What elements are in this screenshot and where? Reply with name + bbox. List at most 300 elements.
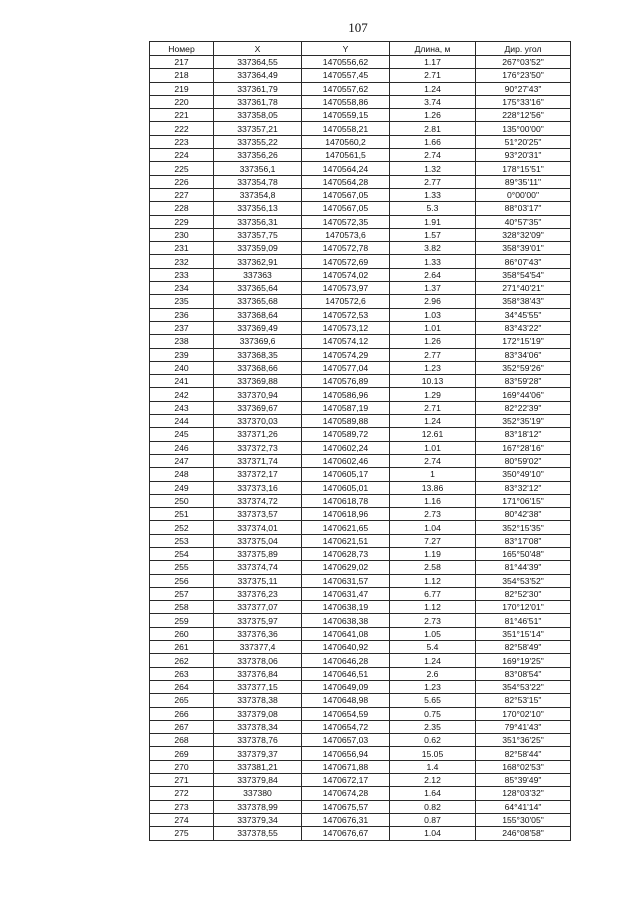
cell-x: 337368,64: [214, 308, 302, 321]
cell-number: 222: [150, 122, 214, 135]
cell-x: 337377,4: [214, 641, 302, 654]
table-row: [150, 547, 571, 560]
cell-bearing: 328°32'09": [476, 228, 571, 241]
table-row: [150, 401, 571, 414]
table-row: [150, 774, 571, 787]
cell-number: 241: [150, 375, 214, 388]
cell-number: 275: [150, 827, 214, 840]
cell-x: 337378,76: [214, 734, 302, 747]
cell-number: 242: [150, 388, 214, 401]
cell-length: 13.86: [390, 481, 476, 494]
cell-x: 337356,1: [214, 162, 302, 175]
cell-length: 1.04: [390, 521, 476, 534]
table-row: [150, 135, 571, 148]
cell-bearing: 352°35'19": [476, 415, 571, 428]
cell-number: 224: [150, 149, 214, 162]
table-row: [150, 680, 571, 693]
cell-number: 272: [150, 787, 214, 800]
cell-number: 274: [150, 813, 214, 826]
cell-length: 1: [390, 468, 476, 481]
table-row: [150, 627, 571, 640]
cell-bearing: 170°02'10": [476, 707, 571, 720]
cell-length: 1.29: [390, 388, 476, 401]
cell-x: 337369,6: [214, 335, 302, 348]
cell-bearing: 34°45'55": [476, 308, 571, 321]
cell-length: 1.04: [390, 827, 476, 840]
cell-x: 337368,35: [214, 348, 302, 361]
table-row: [150, 308, 571, 321]
cell-y: 1470574,29: [302, 348, 390, 361]
cell-y: 1470567,05: [302, 188, 390, 201]
cell-y: 1470572,35: [302, 215, 390, 228]
cell-y: 1470557,45: [302, 69, 390, 82]
cell-x: 337359,09: [214, 242, 302, 255]
cell-y: 1470589,88: [302, 415, 390, 428]
table-row: [150, 707, 571, 720]
cell-bearing: 128°03'32": [476, 787, 571, 800]
cell-length: 1.01: [390, 321, 476, 334]
cell-bearing: 80°59'02": [476, 454, 571, 467]
cell-x: 337378,34: [214, 720, 302, 733]
cell-bearing: 228°12'56": [476, 109, 571, 122]
cell-y: 1470676,67: [302, 827, 390, 840]
cell-x: 337364,49: [214, 69, 302, 82]
cell-number: 251: [150, 508, 214, 521]
cell-bearing: 83°32'12": [476, 481, 571, 494]
cell-length: 1.17: [390, 56, 476, 69]
cell-bearing: 0°00'00": [476, 188, 571, 201]
cell-x: 337379,37: [214, 747, 302, 760]
cell-y: 1470573,12: [302, 321, 390, 334]
cell-y: 1470572,6: [302, 295, 390, 308]
cell-number: 223: [150, 135, 214, 148]
cell-number: 225: [150, 162, 214, 175]
table-row: [150, 375, 571, 388]
cell-bearing: 165°50'48": [476, 547, 571, 560]
cell-bearing: 246°08'58": [476, 827, 571, 840]
cell-bearing: 352°15'35": [476, 521, 571, 534]
cell-length: 2.77: [390, 175, 476, 188]
cell-x: 337365,68: [214, 295, 302, 308]
cell-x: 337363: [214, 268, 302, 281]
cell-y: 1470638,38: [302, 614, 390, 627]
cell-length: 1.19: [390, 547, 476, 560]
cell-y: 1470572,53: [302, 308, 390, 321]
cell-length: 2.96: [390, 295, 476, 308]
table-row: [150, 454, 571, 467]
cell-x: 337378,55: [214, 827, 302, 840]
table-row: [150, 561, 571, 574]
cell-length: 7.27: [390, 534, 476, 547]
cell-bearing: 85°39'49": [476, 774, 571, 787]
cell-y: 1470649,09: [302, 680, 390, 693]
cell-number: 239: [150, 348, 214, 361]
cell-y: 1470656,94: [302, 747, 390, 760]
cell-number: 238: [150, 335, 214, 348]
cell-y: 1470586,96: [302, 388, 390, 401]
cell-y: 1470631,47: [302, 587, 390, 600]
cell-length: 1.24: [390, 82, 476, 95]
cell-length: 1.01: [390, 441, 476, 454]
cell-y: 1470641,08: [302, 627, 390, 640]
cell-number: 252: [150, 521, 214, 534]
cell-y: 1470621,51: [302, 534, 390, 547]
cell-y: 1470564,28: [302, 175, 390, 188]
cell-bearing: 169°44'06": [476, 388, 571, 401]
cell-number: 233: [150, 268, 214, 281]
cell-y: 1470631,57: [302, 574, 390, 587]
table-row: [150, 215, 571, 228]
cell-length: 10.13: [390, 375, 476, 388]
cell-bearing: 172°15'19": [476, 335, 571, 348]
table-row: [150, 787, 571, 800]
cell-y: 1470640,92: [302, 641, 390, 654]
cell-x: 337369,67: [214, 401, 302, 414]
cell-bearing: 176°23'50": [476, 69, 571, 82]
cell-number: 263: [150, 667, 214, 680]
cell-number: 246: [150, 441, 214, 454]
cell-bearing: 64°41'14": [476, 800, 571, 813]
cell-x: 337378,06: [214, 654, 302, 667]
cell-x: 337361,79: [214, 82, 302, 95]
cell-x: 337379,34: [214, 813, 302, 826]
cell-bearing: 82°22'39": [476, 401, 571, 414]
cell-y: 1470676,31: [302, 813, 390, 826]
cell-length: 1.05: [390, 627, 476, 640]
cell-x: 337373,16: [214, 481, 302, 494]
cell-x: 337379,08: [214, 707, 302, 720]
cell-y: 1470587,19: [302, 401, 390, 414]
cell-length: 0.82: [390, 800, 476, 813]
table-row: [150, 441, 571, 454]
cell-x: 337374,72: [214, 494, 302, 507]
table-row: [150, 654, 571, 667]
cell-length: 1.12: [390, 574, 476, 587]
cell-y: 1470558,21: [302, 122, 390, 135]
cell-x: 337371,26: [214, 428, 302, 441]
cell-number: 257: [150, 587, 214, 600]
cell-number: 264: [150, 680, 214, 693]
table-row: [150, 282, 571, 295]
cell-bearing: 89°35'11": [476, 175, 571, 188]
cell-number: 231: [150, 242, 214, 255]
cell-number: 244: [150, 415, 214, 428]
cell-x: 337379,84: [214, 774, 302, 787]
cell-length: 2.64: [390, 268, 476, 281]
cell-x: 337368,66: [214, 361, 302, 374]
cell-y: 1470674,28: [302, 787, 390, 800]
cell-length: 1.33: [390, 188, 476, 201]
cell-number: 228: [150, 202, 214, 215]
table-row: [150, 601, 571, 614]
cell-bearing: 351°15'14": [476, 627, 571, 640]
cell-length: 12.61: [390, 428, 476, 441]
cell-bearing: 169°19'25": [476, 654, 571, 667]
cell-bearing: 354°53'52": [476, 574, 571, 587]
header-bearing: Дир. угол: [476, 42, 571, 56]
table-row: [150, 508, 571, 521]
cell-y: 1470574,12: [302, 335, 390, 348]
cell-length: 1.03: [390, 308, 476, 321]
cell-x: 337375,89: [214, 547, 302, 560]
cell-bearing: 80°42'38": [476, 508, 571, 521]
table-row: [150, 149, 571, 162]
cell-number: 247: [150, 454, 214, 467]
cell-length: 0.75: [390, 707, 476, 720]
cell-number: 237: [150, 321, 214, 334]
cell-y: 1470589,72: [302, 428, 390, 441]
cell-bearing: 267°03'52": [476, 56, 571, 69]
cell-length: 1.4: [390, 760, 476, 773]
cell-bearing: 350°49'10": [476, 468, 571, 481]
cell-number: 230: [150, 228, 214, 241]
cell-x: 337356,31: [214, 215, 302, 228]
cell-y: 1470646,51: [302, 667, 390, 680]
cell-x: 337355,22: [214, 135, 302, 148]
cell-length: 2.77: [390, 348, 476, 361]
cell-length: 5.4: [390, 641, 476, 654]
table-body: [150, 56, 571, 841]
table-row: [150, 521, 571, 534]
cell-length: 1.23: [390, 361, 476, 374]
cell-length: 1.66: [390, 135, 476, 148]
cell-length: 2.73: [390, 508, 476, 521]
cell-x: 337377,15: [214, 680, 302, 693]
header-number: Номер: [150, 42, 214, 56]
cell-length: 2.58: [390, 561, 476, 574]
cell-x: 337381,21: [214, 760, 302, 773]
table-row: [150, 800, 571, 813]
cell-length: 1.64: [390, 787, 476, 800]
table-row: [150, 494, 571, 507]
cell-length: 2.71: [390, 69, 476, 82]
cell-number: 265: [150, 694, 214, 707]
cell-number: 269: [150, 747, 214, 760]
cell-bearing: 90°27'43": [476, 82, 571, 95]
table-row: [150, 202, 571, 215]
cell-length: 2.74: [390, 454, 476, 467]
cell-y: 1470654,59: [302, 707, 390, 720]
cell-bearing: 175°33'16": [476, 95, 571, 108]
table-row: [150, 95, 571, 108]
cell-length: 1.24: [390, 654, 476, 667]
cell-x: 337362,91: [214, 255, 302, 268]
cell-y: 1470576,89: [302, 375, 390, 388]
cell-x: 337369,49: [214, 321, 302, 334]
cell-bearing: 51°20'25": [476, 135, 571, 148]
header-y: Y: [302, 42, 390, 56]
cell-y: 1470560,2: [302, 135, 390, 148]
cell-x: 337376,84: [214, 667, 302, 680]
table-row: [150, 242, 571, 255]
table-row: [150, 415, 571, 428]
cell-y: 1470648,98: [302, 694, 390, 707]
cell-y: 1470605,01: [302, 481, 390, 494]
cell-x: 337371,74: [214, 454, 302, 467]
cell-y: 1470559,15: [302, 109, 390, 122]
cell-bearing: 79°41'43": [476, 720, 571, 733]
cell-number: 217: [150, 56, 214, 69]
cell-x: 337356,13: [214, 202, 302, 215]
cell-x: 337358,05: [214, 109, 302, 122]
cell-length: 1.24: [390, 415, 476, 428]
table-row: [150, 760, 571, 773]
table-row: [150, 335, 571, 348]
page-number: 107: [348, 20, 368, 35]
cell-x: 337357,21: [214, 122, 302, 135]
cell-x: 337374,01: [214, 521, 302, 534]
cell-x: 337361,78: [214, 95, 302, 108]
cell-y: 1470558,86: [302, 95, 390, 108]
cell-length: 1.26: [390, 335, 476, 348]
cell-bearing: 83°18'12": [476, 428, 571, 441]
cell-x: 337370,03: [214, 415, 302, 428]
cell-number: 243: [150, 401, 214, 414]
cell-y: 1470618,78: [302, 494, 390, 507]
table-row: [150, 614, 571, 627]
cell-x: 337380: [214, 787, 302, 800]
cell-y: 1470567,05: [302, 202, 390, 215]
cell-x: 337357,75: [214, 228, 302, 241]
cell-y: 1470557,62: [302, 82, 390, 95]
table-row: [150, 321, 571, 334]
cell-number: 266: [150, 707, 214, 720]
cell-x: 337372,17: [214, 468, 302, 481]
cell-number: 253: [150, 534, 214, 547]
cell-y: 1470654,72: [302, 720, 390, 733]
cell-number: 258: [150, 601, 214, 614]
cell-bearing: 83°08'54": [476, 667, 571, 680]
cell-bearing: 83°59'28": [476, 375, 571, 388]
cell-length: 1.12: [390, 601, 476, 614]
cell-number: 229: [150, 215, 214, 228]
table-row: [150, 388, 571, 401]
cell-bearing: 81°46'51": [476, 614, 571, 627]
header-x: X: [214, 42, 302, 56]
cell-number: 261: [150, 641, 214, 654]
table-row: [150, 827, 571, 840]
cell-bearing: 81°44'39": [476, 561, 571, 574]
cell-x: 337375,97: [214, 614, 302, 627]
cell-bearing: 82°58'49": [476, 641, 571, 654]
cell-bearing: 82°52'30": [476, 587, 571, 600]
cell-x: 337356,26: [214, 149, 302, 162]
table-row: [150, 587, 571, 600]
table-row: [150, 428, 571, 441]
cell-number: 226: [150, 175, 214, 188]
coordinates-table: [149, 41, 571, 841]
cell-number: 248: [150, 468, 214, 481]
cell-number: 271: [150, 774, 214, 787]
cell-length: 0.87: [390, 813, 476, 826]
cell-x: 337376,23: [214, 587, 302, 600]
cell-bearing: 93°20'31": [476, 149, 571, 162]
cell-number: 255: [150, 561, 214, 574]
cell-length: 1.37: [390, 282, 476, 295]
cell-bearing: 167°28'16": [476, 441, 571, 454]
cell-y: 1470572,69: [302, 255, 390, 268]
cell-length: 1.32: [390, 162, 476, 175]
table-row: [150, 295, 571, 308]
cell-y: 1470572,78: [302, 242, 390, 255]
cell-y: 1470602,24: [302, 441, 390, 454]
cell-length: 6.77: [390, 587, 476, 600]
cell-length: 1.57: [390, 228, 476, 241]
cell-length: 1.23: [390, 680, 476, 693]
cell-x: 337375,04: [214, 534, 302, 547]
table-row: [150, 109, 571, 122]
cell-bearing: 171°06'15": [476, 494, 571, 507]
table-row: [150, 468, 571, 481]
cell-x: 337373,57: [214, 508, 302, 521]
cell-number: 218: [150, 69, 214, 82]
cell-y: 1470621,65: [302, 521, 390, 534]
table-row: [150, 667, 571, 680]
cell-y: 1470602,46: [302, 454, 390, 467]
cell-bearing: 83°17'08": [476, 534, 571, 547]
cell-number: 232: [150, 255, 214, 268]
table-row: [150, 82, 571, 95]
cell-number: 220: [150, 95, 214, 108]
table-row: [150, 175, 571, 188]
cell-y: 1470629,02: [302, 561, 390, 574]
cell-number: 262: [150, 654, 214, 667]
cell-y: 1470577,04: [302, 361, 390, 374]
cell-length: 1.91: [390, 215, 476, 228]
table-row: [150, 228, 571, 241]
table-row: [150, 268, 571, 281]
cell-bearing: 178°15'51": [476, 162, 571, 175]
cell-y: 1470671,88: [302, 760, 390, 773]
cell-x: 337369,88: [214, 375, 302, 388]
cell-length: 1.26: [390, 109, 476, 122]
cell-number: 254: [150, 547, 214, 560]
cell-length: 0.62: [390, 734, 476, 747]
cell-x: 337374,74: [214, 561, 302, 574]
table-row: [150, 747, 571, 760]
cell-number: 260: [150, 627, 214, 640]
cell-number: 227: [150, 188, 214, 201]
cell-length: 3.74: [390, 95, 476, 108]
table-header-row: [150, 42, 571, 56]
cell-length: 5.65: [390, 694, 476, 707]
cell-x: 337372,73: [214, 441, 302, 454]
cell-bearing: 83°34'06": [476, 348, 571, 361]
cell-bearing: 351°36'25": [476, 734, 571, 747]
cell-number: 235: [150, 295, 214, 308]
cell-y: 1470657,03: [302, 734, 390, 747]
cell-bearing: 83°43'22": [476, 321, 571, 334]
cell-bearing: 82°53'15": [476, 694, 571, 707]
table-row: [150, 348, 571, 361]
cell-x: 337377,07: [214, 601, 302, 614]
cell-number: 219: [150, 82, 214, 95]
table-row: [150, 122, 571, 135]
table-row: [150, 720, 571, 733]
cell-x: 337376,36: [214, 627, 302, 640]
table-row: [150, 694, 571, 707]
cell-bearing: 358°38'43": [476, 295, 571, 308]
table-row: [150, 69, 571, 82]
cell-bearing: 88°03'17": [476, 202, 571, 215]
cell-bearing: 82°58'44": [476, 747, 571, 760]
cell-bearing: 358°54'54": [476, 268, 571, 281]
cell-y: 1470556,62: [302, 56, 390, 69]
cell-bearing: 170°12'01": [476, 601, 571, 614]
header-length: Длина, м: [390, 42, 476, 56]
cell-number: 270: [150, 760, 214, 773]
table-row: [150, 56, 571, 69]
